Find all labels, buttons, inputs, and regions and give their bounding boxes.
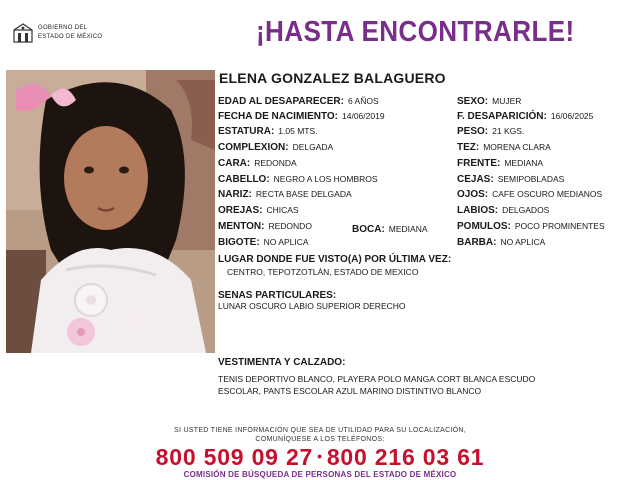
phone-separator: •: [317, 448, 323, 464]
field-value: CHICAS: [266, 205, 299, 215]
logo-text-line1: GOBIERNO DEL: [38, 25, 88, 31]
phone-number-2[interactable]: 800 216 03 61: [326, 444, 485, 470]
field-label: PESO:: [457, 126, 489, 137]
field-value: MEDIANA: [388, 224, 428, 234]
field-label: NARIZ:: [218, 189, 252, 200]
field-label: COMPLEXION:: [218, 142, 289, 153]
field-mustache: [218, 237, 309, 248]
field-weight: [457, 126, 524, 137]
field-value: 14/06/2019: [342, 111, 385, 121]
phone-number-1[interactable]: 800 509 09 27: [155, 444, 314, 470]
field-label: BOCA:: [352, 224, 385, 235]
field-lips: [457, 205, 549, 216]
field-label: ESTATURA:: [218, 126, 275, 137]
field-value: DELGADOS: [502, 205, 550, 215]
clothing-title: VESTIMENTA Y CALZADO:: [218, 357, 346, 368]
field-age: [218, 96, 379, 107]
field-label: BARBA:: [457, 237, 497, 248]
field-nose: [218, 189, 352, 200]
field-eyes: [457, 189, 602, 200]
field-label: FECHA DE NACIMIENTO:: [218, 111, 338, 122]
field-label: MENTON:: [218, 221, 265, 232]
field-mouth: [352, 224, 428, 235]
field-value: MUJER: [492, 96, 522, 106]
field-label: FRENTE:: [457, 158, 501, 169]
field-value: REDONDA: [254, 158, 297, 168]
field-birthdate: [218, 111, 385, 122]
field-label: BIGOTE:: [218, 237, 260, 248]
field-height: [218, 126, 318, 137]
field-label: TEZ:: [457, 142, 480, 153]
field-value: SEMIPOBLADAS: [497, 174, 565, 184]
last-seen-title: LUGAR DONDE FUE VISTO(A) POR ÚLTIMA VEZ:: [218, 254, 452, 265]
last-seen-location: CENTRO, TEPOTZOTLÁN, ESTADO DE MEXICO: [227, 267, 419, 277]
field-chin: [218, 221, 312, 232]
field-value: MORENA CLARA: [483, 142, 551, 152]
field-label: CARA:: [218, 158, 251, 169]
field-label: SEXO:: [457, 96, 489, 107]
field-value: 21 KGS.: [492, 126, 525, 136]
marks-title: SENAS PARTICULARES:: [218, 290, 337, 301]
field-build: [218, 142, 333, 153]
field-face: [218, 158, 297, 169]
field-disappearance-date: [457, 111, 593, 122]
contact-info-line2: COMUNÍQUESE A LOS TELÉFONOS:: [255, 436, 385, 443]
field-hair: [218, 174, 378, 185]
field-label: POMULOS:: [457, 221, 511, 232]
field-label: OJOS:: [457, 189, 489, 200]
organization-name: COMISIÓN DE BÚSQUEDA DE PERSONAS DEL ESTADO DE MÉXICO: [183, 470, 457, 479]
field-value: NO APLICA: [263, 237, 309, 247]
clothing-line2: ESCOLAR, PANTS ESCOLAR AZUL MARINO DISTINTIVO BLANCO: [218, 386, 482, 396]
field-beard: [457, 237, 545, 248]
field-value: 16/06/2025: [550, 111, 594, 121]
field-value: NO APLICA: [500, 237, 546, 247]
state-emblem-icon: [12, 22, 34, 44]
field-forehead: [457, 158, 543, 169]
field-value: REDONDO: [268, 221, 312, 231]
field-label: OREJAS:: [218, 205, 263, 216]
phone-numbers: [0, 444, 640, 471]
field-cheekbones: [457, 221, 605, 232]
field-value: RECTA BASE DELGADA: [255, 189, 352, 199]
field-value: 6 AÑOS: [347, 96, 379, 106]
field-eyebrows: [457, 174, 564, 185]
field-value: DELGADA: [292, 142, 334, 152]
field-label: CEJAS:: [457, 174, 494, 185]
marks-text: LUNAR OSCURO LABIO SUPERIOR DERECHO: [218, 301, 406, 311]
field-label: CABELLO:: [218, 174, 270, 185]
field-label: F. DESAPARICIÓN:: [457, 111, 547, 122]
field-value: POCO PROMINENTES: [514, 221, 605, 231]
field-value: CAFE OSCURO MEDIANOS: [492, 189, 603, 199]
headline: ¡HASTA ENCONTRARLE!: [256, 16, 575, 48]
field-value: NEGRO A LOS HOMBROS: [273, 174, 378, 184]
field-sex: [457, 96, 521, 107]
field-label: LABIOS:: [457, 205, 499, 216]
person-name: ELENA GONZALEZ BALAGUERO: [219, 70, 446, 86]
missing-person-photo: [6, 70, 215, 353]
field-ears: [218, 205, 299, 216]
field-label: EDAD AL DESAPARECER:: [218, 96, 344, 107]
logo-text-line2: ESTADO DE MÉXICO: [38, 34, 103, 40]
field-value: MEDIANA: [504, 158, 544, 168]
contact-info-line1: SI USTED TIENE INFORMACIÓN QUE SEA DE UTILIDAD PARA SU LOCALIZACIÓN,: [173, 427, 467, 434]
clothing-line1: TENIS DEPORTIVO BLANCO, PLAYERA POLO MANGA CORT BLANCA ESCUDO: [218, 374, 536, 384]
field-complexion: [457, 142, 551, 153]
field-value: 1.05 MTS.: [278, 126, 318, 136]
